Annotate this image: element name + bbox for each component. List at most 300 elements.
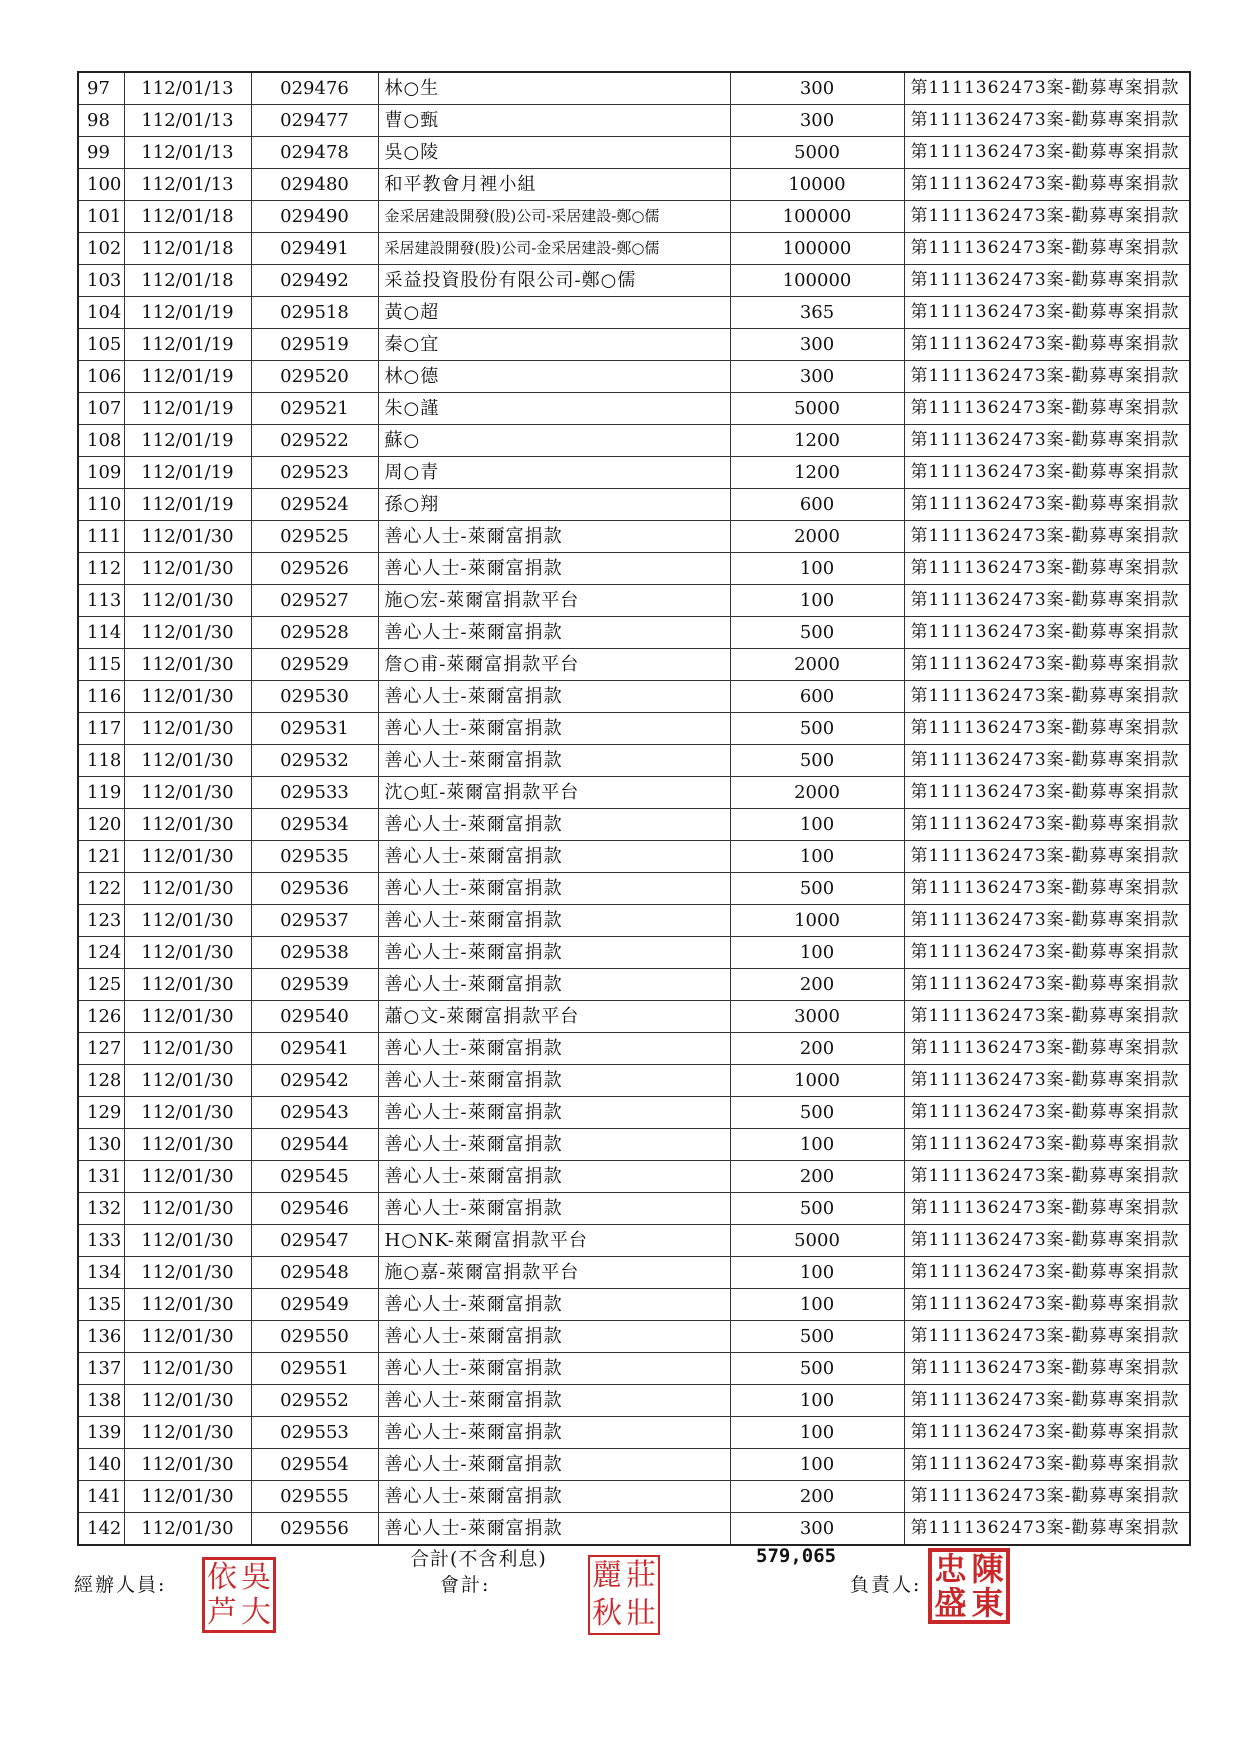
table-row bbox=[78, 425, 1190, 457]
row-number: 110 bbox=[78, 489, 124, 521]
donation-purpose: 第1111362473案-勸募專案捐款 bbox=[904, 969, 1190, 1001]
table-row bbox=[78, 137, 1190, 169]
donor-name: 善心人士-萊爾富捐款 bbox=[378, 937, 730, 969]
table-row bbox=[78, 1225, 1190, 1257]
table-row bbox=[78, 265, 1190, 297]
table-row bbox=[78, 297, 1190, 329]
donor-name: 善心人士-萊爾富捐款 bbox=[378, 553, 730, 585]
seal-char: 秋 bbox=[592, 1596, 622, 1631]
row-number: 106 bbox=[78, 361, 124, 393]
seal-char: 陳 bbox=[971, 1550, 1004, 1588]
row-number: 127 bbox=[78, 1033, 124, 1065]
row-number: 139 bbox=[78, 1417, 124, 1449]
receipt-number: 029556 bbox=[251, 1513, 378, 1546]
donation-purpose: 第1111362473案-勸募專案捐款 bbox=[904, 361, 1190, 393]
donation-date: 112/01/19 bbox=[124, 393, 251, 425]
table-row bbox=[78, 585, 1190, 617]
donation-date: 112/01/13 bbox=[124, 72, 251, 105]
table-row bbox=[78, 1289, 1190, 1321]
receipt-number: 029549 bbox=[251, 1289, 378, 1321]
receipt-number: 029528 bbox=[251, 617, 378, 649]
donation-purpose: 第1111362473案-勸募專案捐款 bbox=[904, 937, 1190, 969]
donation-amount: 5000 bbox=[730, 137, 904, 169]
donation-purpose: 第1111362473案-勸募專案捐款 bbox=[904, 745, 1190, 777]
table-row bbox=[78, 969, 1190, 1001]
donation-amount: 100 bbox=[730, 1449, 904, 1481]
donation-amount: 3000 bbox=[730, 1001, 904, 1033]
table-row bbox=[78, 1481, 1190, 1513]
row-number: 100 bbox=[78, 169, 124, 201]
donation-amount: 100 bbox=[730, 841, 904, 873]
row-number: 119 bbox=[78, 777, 124, 809]
row-number: 122 bbox=[78, 873, 124, 905]
donation-purpose: 第1111362473案-勸募專案捐款 bbox=[904, 617, 1190, 649]
receipt-number: 029519 bbox=[251, 329, 378, 361]
donation-date: 112/01/30 bbox=[124, 1161, 251, 1193]
donation-amount: 1200 bbox=[730, 425, 904, 457]
row-number: 112 bbox=[78, 553, 124, 585]
donation-purpose: 第1111362473案-勸募專案捐款 bbox=[904, 1353, 1190, 1385]
seal-char: 莊 bbox=[626, 1558, 656, 1593]
total-label: 合計(不含利息) bbox=[410, 1548, 547, 1570]
donation-date: 112/01/30 bbox=[124, 937, 251, 969]
donation-purpose: 第1111362473案-勸募專案捐款 bbox=[904, 72, 1190, 105]
donor-name: 秦○宜 bbox=[378, 329, 730, 361]
receipt-number: 029548 bbox=[251, 1257, 378, 1289]
donation-amount: 100 bbox=[730, 1257, 904, 1289]
donor-name: 金采居建設開發(股)公司-采居建設-鄭○儒 bbox=[378, 201, 730, 233]
donation-date: 112/01/30 bbox=[124, 617, 251, 649]
table-row bbox=[78, 489, 1190, 521]
donor-name: 善心人士-萊爾富捐款 bbox=[378, 1417, 730, 1449]
donation-date: 112/01/30 bbox=[124, 1225, 251, 1257]
table-row bbox=[78, 1449, 1190, 1481]
donation-date: 112/01/30 bbox=[124, 873, 251, 905]
donation-amount: 500 bbox=[730, 1193, 904, 1225]
table-row bbox=[78, 1417, 1190, 1449]
table-row bbox=[78, 937, 1190, 969]
receipt-number: 029478 bbox=[251, 137, 378, 169]
donation-amount: 100 bbox=[730, 1385, 904, 1417]
table-row bbox=[78, 1065, 1190, 1097]
row-number: 102 bbox=[78, 233, 124, 265]
donation-date: 112/01/19 bbox=[124, 329, 251, 361]
receipt-number: 029530 bbox=[251, 681, 378, 713]
row-number: 108 bbox=[78, 425, 124, 457]
donation-date: 112/01/30 bbox=[124, 1289, 251, 1321]
row-number: 140 bbox=[78, 1449, 124, 1481]
seal-char: 吳 bbox=[241, 1559, 271, 1595]
receipt-number: 029537 bbox=[251, 905, 378, 937]
donation-amount: 500 bbox=[730, 1353, 904, 1385]
row-number: 103 bbox=[78, 265, 124, 297]
donation-purpose: 第1111362473案-勸募專案捐款 bbox=[904, 1065, 1190, 1097]
donation-date: 112/01/30 bbox=[124, 777, 251, 809]
donation-purpose: 第1111362473案-勸募專案捐款 bbox=[904, 841, 1190, 873]
row-number: 99 bbox=[78, 137, 124, 169]
donor-name: 施○宏-萊爾富捐款平台 bbox=[378, 585, 730, 617]
donor-name: H○NK-萊爾富捐款平台 bbox=[378, 1225, 730, 1257]
donor-name: 善心人士-萊爾富捐款 bbox=[378, 969, 730, 1001]
receipt-number: 029535 bbox=[251, 841, 378, 873]
table-row bbox=[78, 1033, 1190, 1065]
table-row bbox=[78, 361, 1190, 393]
donor-name: 善心人士-萊爾富捐款 bbox=[378, 905, 730, 937]
donor-name: 善心人士-萊爾富捐款 bbox=[378, 1353, 730, 1385]
donation-date: 112/01/30 bbox=[124, 713, 251, 745]
donation-amount: 100 bbox=[730, 553, 904, 585]
table-row bbox=[78, 1001, 1190, 1033]
receipt-number: 029526 bbox=[251, 553, 378, 585]
receipt-number: 029476 bbox=[251, 72, 378, 105]
donor-name: 孫○翔 bbox=[378, 489, 730, 521]
donation-date: 112/01/30 bbox=[124, 1065, 251, 1097]
donation-amount: 100 bbox=[730, 1129, 904, 1161]
donor-name: 善心人士-萊爾富捐款 bbox=[378, 1065, 730, 1097]
row-number: 132 bbox=[78, 1193, 124, 1225]
receipt-number: 029544 bbox=[251, 1129, 378, 1161]
donation-amount: 100 bbox=[730, 585, 904, 617]
donation-date: 112/01/13 bbox=[124, 137, 251, 169]
table-row bbox=[78, 1193, 1190, 1225]
receipt-number: 029492 bbox=[251, 265, 378, 297]
receipt-number: 029550 bbox=[251, 1321, 378, 1353]
receipt-number: 029520 bbox=[251, 361, 378, 393]
donation-date: 112/01/30 bbox=[124, 1513, 251, 1546]
donation-amount: 300 bbox=[730, 1513, 904, 1546]
row-number: 97 bbox=[78, 72, 124, 105]
table-row bbox=[78, 745, 1190, 777]
donation-purpose: 第1111362473案-勸募專案捐款 bbox=[904, 553, 1190, 585]
donation-amount: 300 bbox=[730, 361, 904, 393]
donor-name: 善心人士-萊爾富捐款 bbox=[378, 1513, 730, 1546]
donor-name: 善心人士-萊爾富捐款 bbox=[378, 681, 730, 713]
table-row bbox=[78, 1385, 1190, 1417]
receipt-number: 029543 bbox=[251, 1097, 378, 1129]
donation-amount: 2000 bbox=[730, 649, 904, 681]
donation-purpose: 第1111362473案-勸募專案捐款 bbox=[904, 425, 1190, 457]
donation-date: 112/01/30 bbox=[124, 1001, 251, 1033]
supervisor-label: 負責人: bbox=[850, 1574, 922, 1596]
row-number: 137 bbox=[78, 1353, 124, 1385]
ledger-body bbox=[78, 72, 1190, 1545]
table-row bbox=[78, 1097, 1190, 1129]
receipt-number: 029546 bbox=[251, 1193, 378, 1225]
row-number: 124 bbox=[78, 937, 124, 969]
donation-purpose: 第1111362473案-勸募專案捐款 bbox=[904, 521, 1190, 553]
receipt-number: 029477 bbox=[251, 105, 378, 137]
donor-name: 施○嘉-萊爾富捐款平台 bbox=[378, 1257, 730, 1289]
donor-name: 沈○虹-萊爾富捐款平台 bbox=[378, 777, 730, 809]
donation-amount: 100000 bbox=[730, 233, 904, 265]
donation-date: 112/01/19 bbox=[124, 489, 251, 521]
donation-purpose: 第1111362473案-勸募專案捐款 bbox=[904, 1257, 1190, 1289]
row-number: 117 bbox=[78, 713, 124, 745]
donor-name: 蕭○文-萊爾富捐款平台 bbox=[378, 1001, 730, 1033]
row-number: 125 bbox=[78, 969, 124, 1001]
donation-date: 112/01/19 bbox=[124, 361, 251, 393]
receipt-number: 029534 bbox=[251, 809, 378, 841]
donation-purpose: 第1111362473案-勸募專案捐款 bbox=[904, 681, 1190, 713]
table-row bbox=[78, 809, 1190, 841]
row-number: 134 bbox=[78, 1257, 124, 1289]
row-number: 101 bbox=[78, 201, 124, 233]
accountant-label: 會計: bbox=[440, 1574, 491, 1596]
handler-label: 經辦人員: bbox=[74, 1574, 167, 1596]
donation-purpose: 第1111362473案-勸募專案捐款 bbox=[904, 905, 1190, 937]
donation-purpose: 第1111362473案-勸募專案捐款 bbox=[904, 1449, 1190, 1481]
donation-amount: 1000 bbox=[730, 1065, 904, 1097]
donor-name: 和平教會月裡小組 bbox=[378, 169, 730, 201]
donation-amount: 2000 bbox=[730, 777, 904, 809]
receipt-number: 029531 bbox=[251, 713, 378, 745]
donation-amount: 100 bbox=[730, 1417, 904, 1449]
donation-date: 112/01/30 bbox=[124, 649, 251, 681]
donation-amount: 200 bbox=[730, 1161, 904, 1193]
donation-purpose: 第1111362473案-勸募專案捐款 bbox=[904, 777, 1190, 809]
donation-purpose: 第1111362473案-勸募專案捐款 bbox=[904, 201, 1190, 233]
table-row bbox=[78, 873, 1190, 905]
donation-amount: 600 bbox=[730, 681, 904, 713]
donation-date: 112/01/30 bbox=[124, 809, 251, 841]
donor-name: 蘇○ bbox=[378, 425, 730, 457]
table-row bbox=[78, 777, 1190, 809]
table-row bbox=[78, 713, 1190, 745]
seal-char: 東 bbox=[971, 1584, 1004, 1622]
donor-name: 朱○謹 bbox=[378, 393, 730, 425]
table-row bbox=[78, 841, 1190, 873]
donation-amount: 500 bbox=[730, 1321, 904, 1353]
donation-date: 112/01/30 bbox=[124, 841, 251, 873]
row-number: 128 bbox=[78, 1065, 124, 1097]
donor-name: 林○生 bbox=[378, 72, 730, 105]
row-number: 121 bbox=[78, 841, 124, 873]
donation-amount: 200 bbox=[730, 969, 904, 1001]
receipt-number: 029555 bbox=[251, 1481, 378, 1513]
receipt-number: 029480 bbox=[251, 169, 378, 201]
row-number: 107 bbox=[78, 393, 124, 425]
receipt-number: 029522 bbox=[251, 425, 378, 457]
receipt-number: 029536 bbox=[251, 873, 378, 905]
donor-name: 善心人士-萊爾富捐款 bbox=[378, 1385, 730, 1417]
donation-purpose: 第1111362473案-勸募專案捐款 bbox=[904, 393, 1190, 425]
row-number: 142 bbox=[78, 1513, 124, 1546]
accountant-seal-stamp bbox=[588, 1555, 660, 1635]
donation-date: 112/01/30 bbox=[124, 1257, 251, 1289]
donor-name: 善心人士-萊爾富捐款 bbox=[378, 1481, 730, 1513]
donation-purpose: 第1111362473案-勸募專案捐款 bbox=[904, 137, 1190, 169]
donation-purpose: 第1111362473案-勸募專案捐款 bbox=[904, 265, 1190, 297]
receipt-number: 029547 bbox=[251, 1225, 378, 1257]
donation-purpose: 第1111362473案-勸募專案捐款 bbox=[904, 105, 1190, 137]
donation-purpose: 第1111362473案-勸募專案捐款 bbox=[904, 329, 1190, 361]
donation-amount: 300 bbox=[730, 105, 904, 137]
donation-date: 112/01/19 bbox=[124, 425, 251, 457]
donation-purpose: 第1111362473案-勸募專案捐款 bbox=[904, 809, 1190, 841]
donation-purpose: 第1111362473案-勸募專案捐款 bbox=[904, 457, 1190, 489]
row-number: 113 bbox=[78, 585, 124, 617]
donation-date: 112/01/13 bbox=[124, 169, 251, 201]
row-number: 105 bbox=[78, 329, 124, 361]
receipt-number: 029541 bbox=[251, 1033, 378, 1065]
donation-date: 112/01/30 bbox=[124, 745, 251, 777]
row-number: 131 bbox=[78, 1161, 124, 1193]
donation-amount: 600 bbox=[730, 489, 904, 521]
row-number: 130 bbox=[78, 1129, 124, 1161]
donation-date: 112/01/30 bbox=[124, 1385, 251, 1417]
donation-amount: 500 bbox=[730, 745, 904, 777]
donor-name: 曹○甄 bbox=[378, 105, 730, 137]
row-number: 141 bbox=[78, 1481, 124, 1513]
donation-amount: 300 bbox=[730, 329, 904, 361]
table-row bbox=[78, 905, 1190, 937]
supervisor-seal-stamp bbox=[928, 1548, 1010, 1624]
table-row bbox=[78, 72, 1190, 105]
table-row bbox=[78, 521, 1190, 553]
donation-purpose: 第1111362473案-勸募專案捐款 bbox=[904, 585, 1190, 617]
receipt-number: 029529 bbox=[251, 649, 378, 681]
row-number: 111 bbox=[78, 521, 124, 553]
row-number: 115 bbox=[78, 649, 124, 681]
seal-char: 大 bbox=[241, 1594, 271, 1630]
donor-name: 善心人士-萊爾富捐款 bbox=[378, 1289, 730, 1321]
row-number: 123 bbox=[78, 905, 124, 937]
table-row bbox=[78, 1353, 1190, 1385]
donation-amount: 5000 bbox=[730, 1225, 904, 1257]
donation-purpose: 第1111362473案-勸募專案捐款 bbox=[904, 1097, 1190, 1129]
donation-amount: 500 bbox=[730, 1097, 904, 1129]
donation-purpose: 第1111362473案-勸募專案捐款 bbox=[904, 489, 1190, 521]
donation-amount: 100 bbox=[730, 1289, 904, 1321]
table-row bbox=[78, 681, 1190, 713]
donation-purpose: 第1111362473案-勸募專案捐款 bbox=[904, 649, 1190, 681]
donor-name: 善心人士-萊爾富捐款 bbox=[378, 873, 730, 905]
donation-purpose: 第1111362473案-勸募專案捐款 bbox=[904, 1321, 1190, 1353]
row-number: 138 bbox=[78, 1385, 124, 1417]
receipt-number: 029538 bbox=[251, 937, 378, 969]
donation-amount: 100 bbox=[730, 937, 904, 969]
receipt-number: 029523 bbox=[251, 457, 378, 489]
seal-char: 盛 bbox=[934, 1584, 967, 1622]
donor-name: 善心人士-萊爾富捐款 bbox=[378, 1161, 730, 1193]
table-row bbox=[78, 1161, 1190, 1193]
receipt-number: 029527 bbox=[251, 585, 378, 617]
row-number: 136 bbox=[78, 1321, 124, 1353]
table-row bbox=[78, 233, 1190, 265]
donation-amount: 365 bbox=[730, 297, 904, 329]
table-row bbox=[78, 1321, 1190, 1353]
receipt-number: 029525 bbox=[251, 521, 378, 553]
receipt-number: 029518 bbox=[251, 297, 378, 329]
donation-purpose: 第1111362473案-勸募專案捐款 bbox=[904, 1385, 1190, 1417]
donation-date: 112/01/30 bbox=[124, 1353, 251, 1385]
donation-date: 112/01/30 bbox=[124, 1481, 251, 1513]
donation-date: 112/01/19 bbox=[124, 457, 251, 489]
table-row bbox=[78, 457, 1190, 489]
donation-date: 112/01/30 bbox=[124, 1449, 251, 1481]
receipt-number: 029552 bbox=[251, 1385, 378, 1417]
row-number: 104 bbox=[78, 297, 124, 329]
row-number: 109 bbox=[78, 457, 124, 489]
donation-amount: 500 bbox=[730, 713, 904, 745]
donation-date: 112/01/30 bbox=[124, 681, 251, 713]
donor-name: 善心人士-萊爾富捐款 bbox=[378, 1449, 730, 1481]
donor-name: 善心人士-萊爾富捐款 bbox=[378, 1193, 730, 1225]
seal-char: 麗 bbox=[592, 1558, 622, 1593]
donation-date: 112/01/19 bbox=[124, 297, 251, 329]
row-number: 135 bbox=[78, 1289, 124, 1321]
receipt-number: 029521 bbox=[251, 393, 378, 425]
receipt-number: 029533 bbox=[251, 777, 378, 809]
donation-amount: 1000 bbox=[730, 905, 904, 937]
donation-amount: 10000 bbox=[730, 169, 904, 201]
seal-char: 芦 bbox=[207, 1594, 237, 1630]
donation-date: 112/01/30 bbox=[124, 905, 251, 937]
receipt-number: 029542 bbox=[251, 1065, 378, 1097]
table-row bbox=[78, 1129, 1190, 1161]
donor-name: 善心人士-萊爾富捐款 bbox=[378, 521, 730, 553]
row-number: 129 bbox=[78, 1097, 124, 1129]
donation-date: 112/01/30 bbox=[124, 1417, 251, 1449]
donation-amount: 200 bbox=[730, 1481, 904, 1513]
donor-name: 采居建設開發(股)公司-金采居建設-鄭○儒 bbox=[378, 233, 730, 265]
donation-amount: 100 bbox=[730, 809, 904, 841]
receipt-number: 029540 bbox=[251, 1001, 378, 1033]
donation-date: 112/01/30 bbox=[124, 1321, 251, 1353]
donor-name: 周○青 bbox=[378, 457, 730, 489]
table-row bbox=[78, 329, 1190, 361]
table-row bbox=[78, 1257, 1190, 1289]
donation-purpose: 第1111362473案-勸募專案捐款 bbox=[904, 1001, 1190, 1033]
donation-amount: 200 bbox=[730, 1033, 904, 1065]
donation-date: 112/01/30 bbox=[124, 585, 251, 617]
donation-purpose: 第1111362473案-勸募專案捐款 bbox=[904, 233, 1190, 265]
donor-name: 采益投資股份有限公司-鄭○儒 bbox=[378, 265, 730, 297]
receipt-number: 029551 bbox=[251, 1353, 378, 1385]
row-number: 118 bbox=[78, 745, 124, 777]
donation-ledger-table bbox=[77, 71, 1191, 1546]
seal-char: 依 bbox=[207, 1559, 237, 1595]
total-value: 579,065 bbox=[756, 1545, 837, 1567]
donation-purpose: 第1111362473案-勸募專案捐款 bbox=[904, 1225, 1190, 1257]
table-row bbox=[78, 169, 1190, 201]
donation-purpose: 第1111362473案-勸募專案捐款 bbox=[904, 1033, 1190, 1065]
donor-name: 詹○甫-萊爾富捐款平台 bbox=[378, 649, 730, 681]
donation-purpose: 第1111362473案-勸募專案捐款 bbox=[904, 1513, 1190, 1546]
donation-date: 112/01/30 bbox=[124, 521, 251, 553]
table-row bbox=[78, 393, 1190, 425]
table-row bbox=[78, 1513, 1190, 1546]
donation-purpose: 第1111362473案-勸募專案捐款 bbox=[904, 873, 1190, 905]
donation-amount: 100000 bbox=[730, 201, 904, 233]
donation-purpose: 第1111362473案-勸募專案捐款 bbox=[904, 297, 1190, 329]
seal-char: 忠 bbox=[934, 1550, 967, 1588]
receipt-number: 029539 bbox=[251, 969, 378, 1001]
donation-date: 112/01/30 bbox=[124, 969, 251, 1001]
seal-char: 壯 bbox=[626, 1596, 656, 1631]
donation-purpose: 第1111362473案-勸募專案捐款 bbox=[904, 1289, 1190, 1321]
donation-date: 112/01/30 bbox=[124, 1129, 251, 1161]
donation-amount: 300 bbox=[730, 72, 904, 105]
donation-purpose: 第1111362473案-勸募專案捐款 bbox=[904, 1193, 1190, 1225]
donor-name: 林○德 bbox=[378, 361, 730, 393]
receipt-number: 029524 bbox=[251, 489, 378, 521]
handler-seal-stamp bbox=[202, 1557, 276, 1633]
donor-name: 善心人士-萊爾富捐款 bbox=[378, 1321, 730, 1353]
donor-name: 善心人士-萊爾富捐款 bbox=[378, 1097, 730, 1129]
donation-purpose: 第1111362473案-勸募專案捐款 bbox=[904, 1481, 1190, 1513]
row-number: 120 bbox=[78, 809, 124, 841]
